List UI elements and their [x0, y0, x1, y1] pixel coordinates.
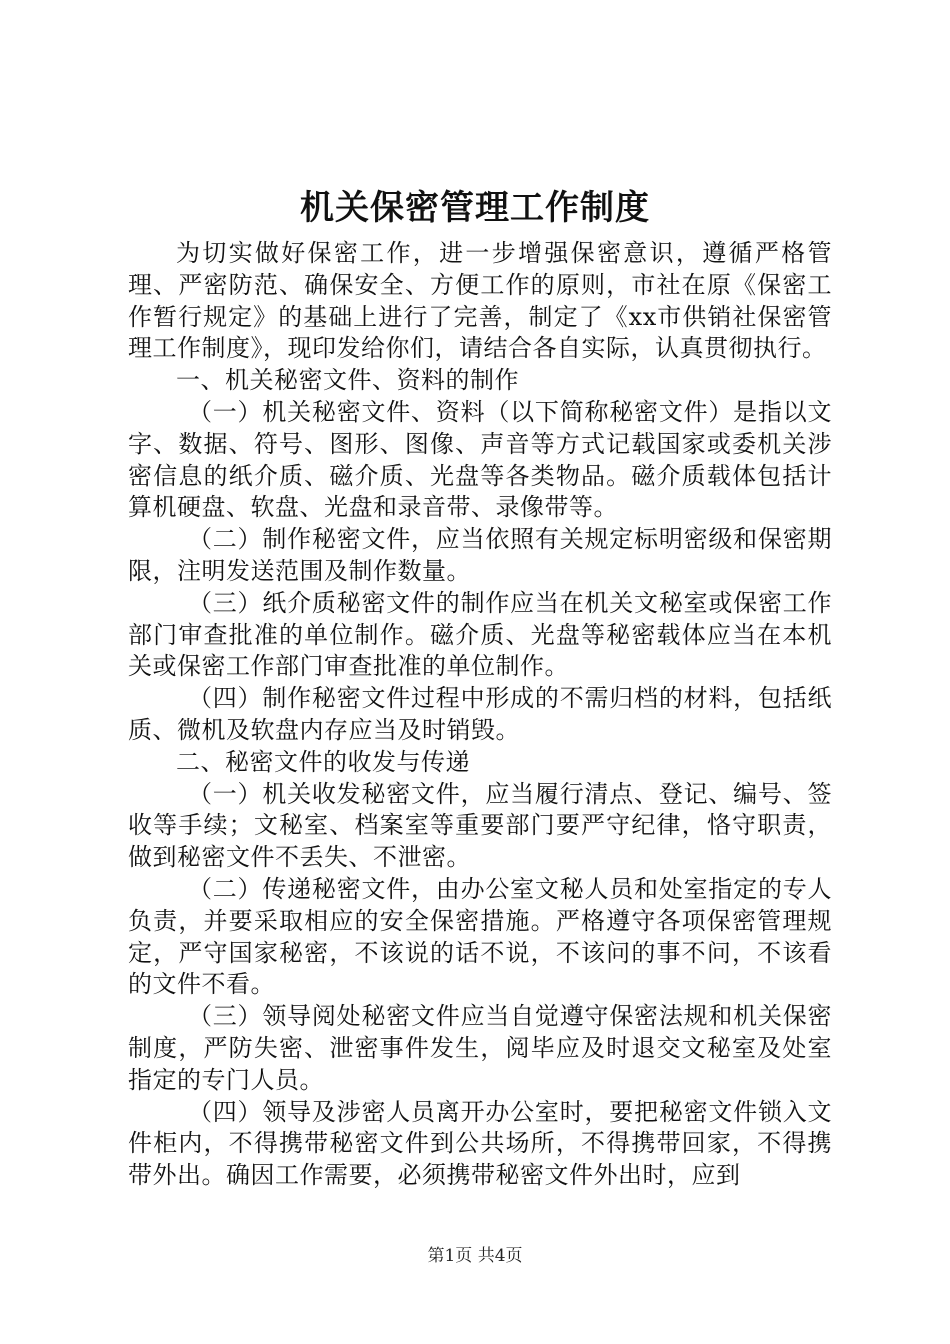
- document-title: 机关保密管理工作制度: [300, 188, 650, 228]
- intro-paragraph: 为切实做好保密工作，进一步增强保密意识，遵循严格管理、严密防范、确保安全、方便工作的原则，市社在原《保密工作暂行规定》的基础上进行了完善，制定了《xx市供销社保密管理工作制度》，现印发给你们，请结合各自实际，认真贯彻执行。: [128, 239, 832, 363]
- body-paragraph: （二）制作秘密文件，应当依照有关规定标明密级和保密期限，注明发送范围及制作数量。: [128, 525, 832, 585]
- document-body: [128, 238, 832, 1192]
- section-heading: 二、秘密文件的收发与传递: [176, 747, 470, 776]
- body-paragraph: （一）机关收发秘密文件，应当履行清点、登记、编号、签收等手续；文秘室、档案室等重要部门要严守纪律，恪守职责，做到秘密文件不丢失、不泄密。: [128, 779, 832, 872]
- section-heading: 一、机关秘密文件、资料的制作: [176, 366, 519, 395]
- page-footer: 第1页 共4页: [427, 1246, 523, 1266]
- body-paragraph: （一）机关秘密文件、资料（以下简称秘密文件）是指以文字、数据、符号、图形、图像、声音等方式记载国家或委机关涉密信息的纸介质、磁介质、光盘等各类物品。磁介质载体包括计算机硬盘、软盘、光盘和录音带、录像带等。: [128, 397, 832, 522]
- body-paragraph: （三）纸介质秘密文件的制作应当在机关文秘室或保密工作部门审查批准的单位制作。磁介质、光盘等秘密载体应当在本机关或保密工作部门审查批准的单位制作。: [128, 588, 832, 681]
- body-paragraph: （四）制作秘密文件过程中形成的不需归档的材料，包括纸质、微机及软盘内存应当及时销毁。: [128, 684, 832, 744]
- body-paragraph: （三）领导阅处秘密文件应当自觉遵守保密法规和机关保密制度，严防失密、泄密事件发生，阅毕应及时退交文秘室及处室指定的专门人员。: [128, 1002, 832, 1094]
- body-paragraph: （四）领导及涉密人员离开办公室时，要把秘密文件锁入文件柜内，不得携带秘密文件到公共场所，不得携带回家，不得携带外出。确因工作需要，必须携带秘密文件外出时，应到: [128, 1097, 832, 1190]
- body-paragraph: （二）传递秘密文件，由办公室文秘人员和处室指定的专人负责，并要采取相应的安全保密措施。严格遵守各项保密管理规定，严守国家秘密，不该说的话不说，不该问的事不问，不该看的文件不看。: [128, 874, 832, 999]
